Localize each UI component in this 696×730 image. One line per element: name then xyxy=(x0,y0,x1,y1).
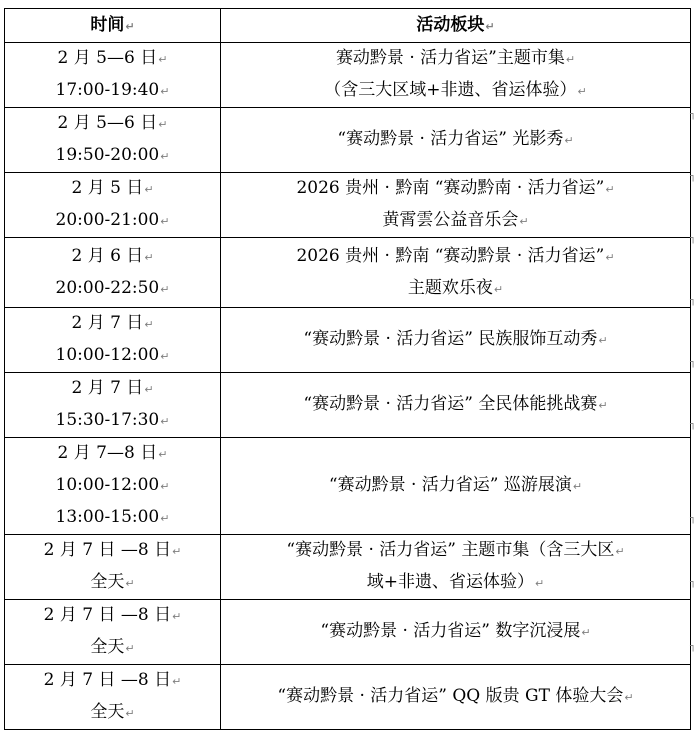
table-row xyxy=(5,173,691,238)
time-line xyxy=(9,108,216,140)
header-row xyxy=(5,9,691,43)
paragraph-mark-icon: ↵ xyxy=(581,626,591,639)
time-text: 15:30-17:30 xyxy=(55,410,160,430)
time-line xyxy=(9,340,216,372)
table-row xyxy=(5,373,691,438)
table-row xyxy=(5,438,691,535)
time-line xyxy=(9,535,216,567)
activity-cell xyxy=(221,373,691,438)
activity-text: 主题欢乐夜 xyxy=(407,277,493,298)
edge-marker-icon: ┐ xyxy=(690,577,696,588)
table-row xyxy=(5,238,691,308)
activity-cell xyxy=(221,438,691,535)
table-row xyxy=(5,600,691,665)
activity-text: “赛动黔景 · 活力省运” 全民体能挑战赛 xyxy=(303,394,598,414)
table-row xyxy=(5,665,691,730)
paragraph-mark-icon: ↵ xyxy=(572,480,583,493)
activity-line xyxy=(225,43,686,75)
activity-text: 2026 贵州 · 黔南 “赛动黔南 · 活力省运” xyxy=(296,178,605,198)
table-row xyxy=(5,535,691,600)
paragraph-mark-icon: ↵ xyxy=(144,250,154,264)
time-text: 全天 xyxy=(90,702,125,722)
edge-marker-icon: ┐ xyxy=(690,357,696,368)
time-cell xyxy=(5,600,221,665)
time-cell xyxy=(5,238,221,308)
activity-line xyxy=(225,616,686,648)
paragraph-mark-icon: ↵ xyxy=(158,118,168,131)
activity-text: “赛动黔景 · 活力省运” QQ 版贵 GT 体验大会 xyxy=(277,686,624,706)
schedule-table xyxy=(4,8,691,730)
table-row xyxy=(5,43,691,108)
time-text: 2 月 5—6 日 xyxy=(57,48,158,68)
time-cell xyxy=(5,665,221,730)
time-text: 13:00-15:00 xyxy=(55,507,160,527)
time-line xyxy=(9,75,216,107)
paragraph-mark-icon: ↵ xyxy=(144,318,154,331)
activity-cell xyxy=(221,308,691,373)
paragraph-mark-icon: ↵ xyxy=(565,53,576,66)
time-text: 20:00-21:00 xyxy=(55,210,160,230)
time-text: 10:00-12:00 xyxy=(55,345,160,365)
time-text: 17:00-19:40 xyxy=(55,80,160,100)
time-line xyxy=(9,43,216,75)
time-cell xyxy=(5,43,221,108)
time-text: 19:50-20:00 xyxy=(55,145,160,165)
time-line xyxy=(9,502,216,534)
paragraph-mark-icon: ↵ xyxy=(125,19,135,33)
table-row xyxy=(5,108,691,173)
time-line xyxy=(9,173,216,205)
edge-marker-icon: ┐ xyxy=(690,171,696,182)
paragraph-mark-icon: ↵ xyxy=(485,19,495,33)
time-text: 10:00-12:00 xyxy=(55,475,160,495)
activity-line xyxy=(225,273,686,305)
paragraph-mark-icon: ↵ xyxy=(605,250,615,264)
time-line xyxy=(9,438,216,470)
paragraph-mark-icon: ↵ xyxy=(605,183,615,196)
paragraph-mark-icon: ↵ xyxy=(160,150,170,163)
activity-text: 域+非遗、省运体验） xyxy=(366,572,535,592)
time-text: 2 月 7 日 —8 日 xyxy=(43,670,172,690)
header-activity: 活动板块↵ xyxy=(221,9,691,43)
time-cell xyxy=(5,535,221,600)
paragraph-mark-icon: ↵ xyxy=(564,134,574,147)
time-line xyxy=(9,632,216,664)
time-line xyxy=(9,373,216,405)
paragraph-mark-icon: ↵ xyxy=(160,215,170,228)
paragraph-mark-icon: ↵ xyxy=(160,282,170,296)
activity-line xyxy=(225,173,686,205)
paragraph-mark-icon: ↵ xyxy=(577,85,587,98)
time-text: 2 月 6 日 xyxy=(71,245,144,266)
paragraph-mark-icon: ↵ xyxy=(160,512,170,525)
time-line xyxy=(9,470,216,502)
edge-marker-icon: ┐ xyxy=(690,109,696,120)
activity-line xyxy=(225,324,686,356)
paragraph-mark-icon: ↵ xyxy=(172,675,182,688)
table-body xyxy=(5,43,691,730)
activity-text: 2026 贵州 · 黔南 “赛动黔景 · 活力省运” xyxy=(296,245,605,266)
time-line xyxy=(9,567,216,599)
time-cell xyxy=(5,438,221,535)
time-text: 全天 xyxy=(90,637,125,657)
time-text: 全天 xyxy=(90,572,125,592)
paragraph-mark-icon: ↵ xyxy=(535,577,545,590)
paragraph-mark-icon: ↵ xyxy=(624,691,634,704)
paragraph-mark-icon: ↵ xyxy=(144,183,154,196)
time-text: 2 月 7 日 —8 日 xyxy=(43,540,172,560)
activity-line xyxy=(225,389,686,421)
paragraph-mark-icon: ↵ xyxy=(598,399,608,412)
time-text: 20:00-22:50 xyxy=(55,277,160,298)
activity-line xyxy=(225,470,686,502)
paragraph-mark-icon: ↵ xyxy=(172,545,182,558)
paragraph-mark-icon: ↵ xyxy=(144,383,154,396)
time-text: 2 月 5—6 日 xyxy=(57,113,158,133)
activity-cell xyxy=(221,665,691,730)
paragraph-mark-icon: ↵ xyxy=(125,577,135,590)
time-text: 2 月 7 日 xyxy=(71,378,144,398)
time-text: 2 月 5 日 xyxy=(71,178,144,198)
paragraph-mark-icon: ↵ xyxy=(160,415,170,428)
activity-line xyxy=(225,241,686,273)
activity-text: （含三大区域+非遗、省运体验） xyxy=(324,80,577,100)
edge-marker-icon: ┐ xyxy=(690,295,696,306)
time-text: 2 月 7—8 日 xyxy=(57,443,158,463)
time-text: 2 月 7 日 —8 日 xyxy=(43,605,172,625)
activity-line xyxy=(225,535,686,567)
paragraph-mark-icon: ↵ xyxy=(125,707,135,720)
time-line xyxy=(9,308,216,340)
paragraph-mark-icon: ↵ xyxy=(158,448,168,461)
activity-cell xyxy=(221,173,691,238)
activity-text: “赛动黔景 · 活力省运” 巡游展演 xyxy=(328,475,572,495)
activity-text: “赛动黔景 · 活力省运” 数字沉浸展 xyxy=(320,621,581,641)
activity-cell xyxy=(221,108,691,173)
paragraph-mark-icon: ↵ xyxy=(598,334,608,347)
paragraph-mark-icon: ↵ xyxy=(160,85,170,98)
paragraph-mark-icon: ↵ xyxy=(615,545,625,558)
activity-line xyxy=(225,75,686,107)
activity-text: “赛动黔景 · 活力省运” 民族服饰互动秀 xyxy=(303,329,598,349)
activity-cell xyxy=(221,535,691,600)
time-line xyxy=(9,241,216,273)
time-line xyxy=(9,600,216,632)
paragraph-mark-icon: ↵ xyxy=(160,480,170,493)
time-cell xyxy=(5,373,221,438)
time-line xyxy=(9,140,216,172)
paragraph-mark-icon: ↵ xyxy=(493,282,504,296)
activity-cell xyxy=(221,600,691,665)
header-time: 时间↵ xyxy=(5,9,221,43)
edge-marker-icon: ┐ xyxy=(690,419,696,430)
time-line xyxy=(9,273,216,305)
table-row xyxy=(5,308,691,373)
activity-text: 赛动黔景 · 活力省运”主题市集 xyxy=(335,48,565,68)
activity-line xyxy=(225,205,686,237)
activity-text: “赛动黔景 · 活力省运” 主题市集（含三大区 xyxy=(286,540,615,560)
activity-text: 黄霄雲公益音乐会 xyxy=(382,210,519,230)
time-cell xyxy=(5,173,221,238)
time-line xyxy=(9,697,216,729)
activity-line xyxy=(225,124,686,156)
time-text: 2 月 7 日 xyxy=(71,313,144,333)
time-line xyxy=(9,205,216,237)
edge-marker-icon: ┐ xyxy=(690,513,696,524)
edge-marker-icon: ┐ xyxy=(690,641,696,652)
activity-cell xyxy=(221,43,691,108)
activity-line xyxy=(225,567,686,599)
time-cell xyxy=(5,108,221,173)
paragraph-mark-icon: ↵ xyxy=(160,350,170,363)
activity-text: “赛动黔景 · 活力省运” 光影秀 xyxy=(337,129,564,149)
paragraph-mark-icon: ↵ xyxy=(125,642,135,655)
time-cell xyxy=(5,308,221,373)
paragraph-mark-icon: ↵ xyxy=(519,215,529,228)
time-line xyxy=(9,665,216,697)
time-line xyxy=(9,405,216,437)
paragraph-mark-icon: ↵ xyxy=(158,53,168,66)
paragraph-mark-icon: ↵ xyxy=(172,610,182,623)
edge-marker-icon: ┐ xyxy=(690,233,696,244)
activity-line xyxy=(225,681,686,713)
activity-cell xyxy=(221,238,691,308)
